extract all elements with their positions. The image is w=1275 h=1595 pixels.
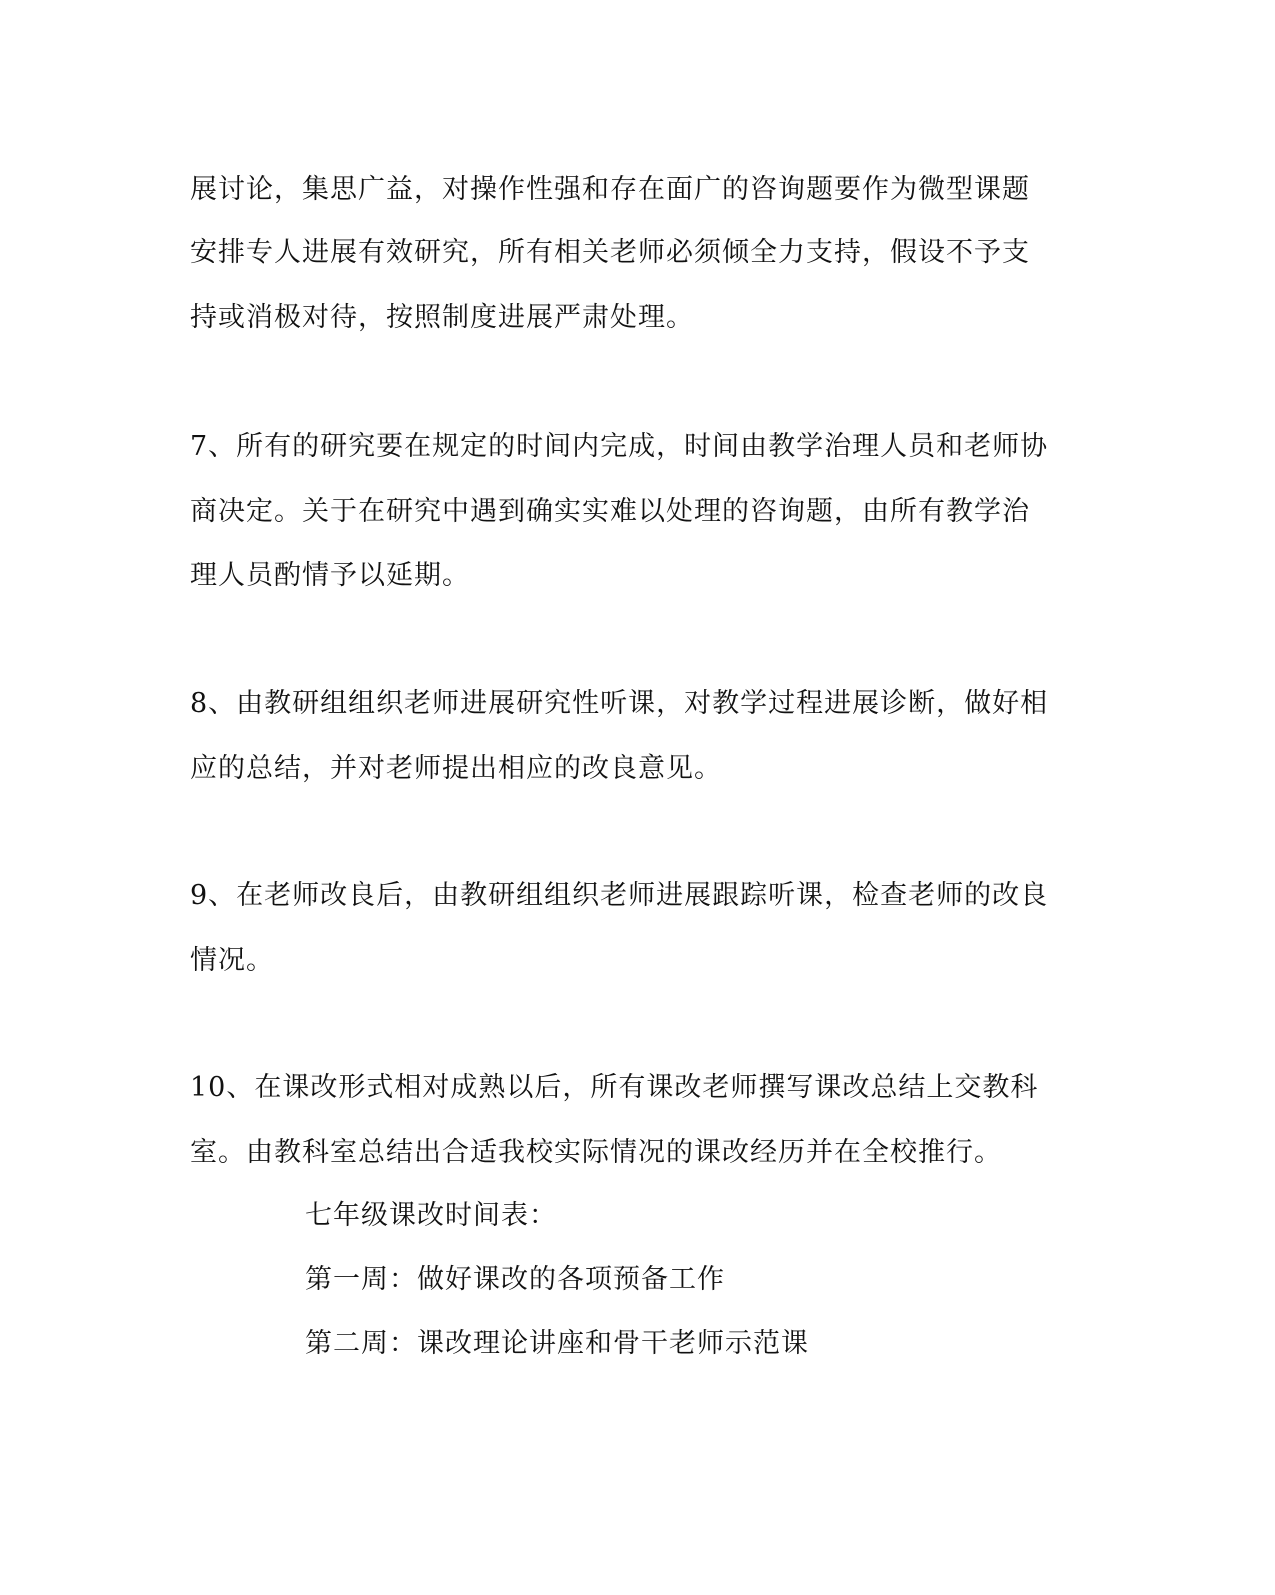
- paragraph-10-line-1: 10、在课改形式相对成熟以后，所有课改老师撰写课改总结上交教科: [190, 1072, 1039, 1103]
- paragraph-8-line-1: 8、由教研组组织老师进展研究性听课，对教学过程进展诊断，做好相: [190, 688, 1049, 719]
- paragraph-6-line-3: 持或消极对待，按照制度进展严肃处理。: [190, 302, 694, 333]
- paragraph-7-line-3: 理人员酌情予以延期。: [190, 560, 470, 591]
- schedule-item-week-2: 第二周：课改理论讲座和骨干老师示范课: [305, 1328, 809, 1359]
- schedule-item-week-1: 第一周：做好课改的各项预备工作: [305, 1264, 725, 1295]
- paragraph-9-line-1: 9、在老师改良后，由教研组组织老师进展跟踪听课，检查老师的改良: [190, 880, 1049, 911]
- paragraph-9-line-2: 情况。: [190, 945, 274, 976]
- paragraph-8-line-2: 应的总结，并对老师提出相应的改良意见。: [190, 753, 722, 784]
- paragraph-10-line-2: 室。由教科室总结出合适我校实际情况的课改经历并在全校推行。: [190, 1137, 1002, 1168]
- schedule-title: 七年级课改时间表：: [305, 1200, 557, 1231]
- paragraph-6-line-2: 安排专人进展有效研究，所有相关老师必须倾全力支持，假设不予支: [190, 237, 1030, 268]
- paragraph-6-line-1: 展讨论，集思广益，对操作性强和存在面广的咨询题要作为微型课题: [190, 174, 1030, 205]
- paragraph-7-line-1: 7、所有的研究要在规定的时间内完成，时间由教学治理人员和老师协: [190, 431, 1049, 462]
- paragraph-7-line-2: 商决定。关于在研究中遇到确实实难以处理的咨询题，由所有教学治: [190, 496, 1030, 527]
